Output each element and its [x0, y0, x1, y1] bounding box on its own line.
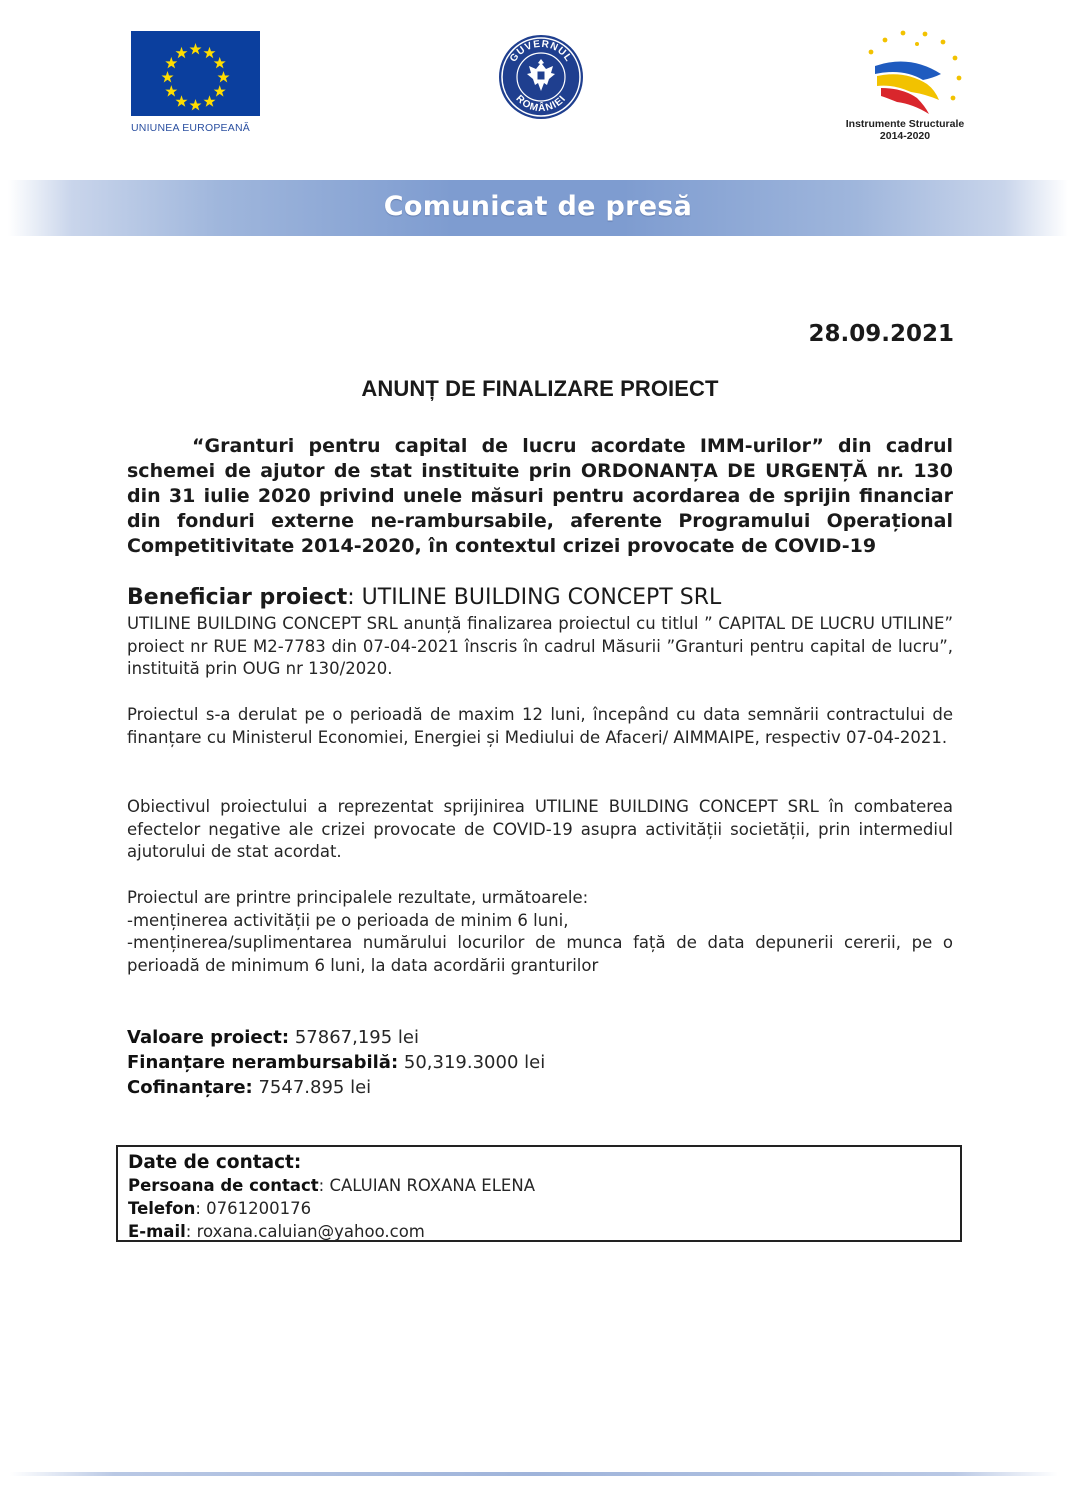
- paragraph-announcement: UTILINE BUILDING CONCEPT SRL anunță finalizarea proiectul cu titlul ” CAPITAL DE LUCRU UTILINE” proiect nr RUE M2-7783 din 07-04-2021 înscris în cadrul Măsurii ”Granturi pentru capital de lucru”, instituită prin OUG nr 130/2020.: [127, 614, 953, 678]
- government-seal-icon: [497, 33, 585, 121]
- government-of-romania-seal: [497, 33, 585, 121]
- result-item: -menținerea activității pe o perioada de minim 6 luni,: [127, 910, 569, 930]
- results-intro: Proiectul are printre principalele rezultate, următoarele:: [127, 888, 589, 907]
- cofinancing-amount: 7547.895 lei: [252, 1077, 372, 1098]
- paragraph-objective: Obiectivul proiectului a reprezentat sprijinirea UTILINE BUILDING CONCEPT SRL în combaterea efectelor negative ale crizei provocate de COVID-19 asupra activității societății, prin intermediul ajutorului de stat acordat.: [127, 797, 953, 861]
- instrumente-structurale-icon: [855, 28, 965, 118]
- page-title: ANUNȚ DE FINALIZARE PROIECT: [361, 376, 719, 401]
- eu-caption: UNIUNEA EUROPEANĂ: [131, 122, 250, 134]
- email-value: : roxana.caluian@yahoo.com: [185, 1222, 425, 1241]
- result-item: -menținerea/suplimentarea numărului locurilor de munca față de data depunerii cererii, pe o perioadă de minimum 6 luni, la data acordării granturilor: [127, 933, 953, 975]
- contact-box: [116, 1145, 962, 1242]
- phone-row: [128, 1197, 535, 1220]
- eu-logo: [131, 31, 261, 134]
- project-value-label: Valoare proiect:: [127, 1027, 290, 1048]
- beneficiary-label: Beneficiar proiect: [127, 585, 348, 610]
- grant-value-amount: 50,319.3000 lei: [398, 1052, 546, 1073]
- contact-person-label: Persoana de contact: [128, 1176, 319, 1195]
- footer-divider: [10, 1472, 1058, 1476]
- is-caption-line2: 2014-2020: [879, 130, 931, 142]
- is-caption-line1: Instrumente Structurale: [845, 118, 965, 130]
- cofinancing-label: Cofinanțare:: [127, 1077, 253, 1098]
- instrumente-structurale-logo: [835, 28, 975, 142]
- seal-text-bottom: ROMÂNIEI: [513, 93, 569, 115]
- contact-person-value: : CALUIAN ROXANA ELENA: [318, 1176, 535, 1195]
- eu-flag-icon: [131, 31, 260, 116]
- intro-paragraph: “Granturi pentru capital de lucru acordate IMM-urilor” din cadrul schemei de ajutor de stat instituite prin ORDONANȚA DE URGENȚĂ nr. 130 din 31 iulie 2020 privind unele măsuri pentru acordarea de sprijin financiar din fonduri externe ne-rambursabile, aferente Programului Operațional Competitivitate 2014-2020, în contextul crizei provocate de COVID-19: [127, 435, 953, 557]
- press-release-banner: [8, 180, 1068, 236]
- contact-person-row: [128, 1174, 535, 1197]
- release-date: 28.09.2021: [808, 321, 954, 347]
- project-values: [127, 1025, 545, 1100]
- banner-title: Comunicat de presă: [383, 191, 693, 222]
- project-value-row: [127, 1025, 545, 1050]
- grant-value-row: [127, 1050, 545, 1075]
- project-value-amount: 57867,195 lei: [289, 1027, 419, 1048]
- email-label: E-mail: [128, 1222, 186, 1241]
- contact-details: [128, 1151, 535, 1243]
- phone-value: : 0761200176: [195, 1199, 312, 1218]
- beneficiary-line: [127, 585, 721, 610]
- paragraph-duration: Proiectul s-a derulat pe o perioadă de maxim 12 luni, începând cu data semnării contractului de finanțare cu Ministerul Economiei, Energiei și Mediului de Afaceri/ AIMMAIPE, respectiv 07-04-2021.: [127, 705, 953, 747]
- paragraph-results: [127, 887, 953, 977]
- grant-value-label: Finanțare nerambursabilă:: [127, 1052, 399, 1073]
- contact-title: Date de contact:: [128, 1152, 302, 1173]
- phone-label: Telefon: [128, 1199, 196, 1218]
- email-row: [128, 1220, 535, 1243]
- cofinancing-row: [127, 1075, 545, 1100]
- seal-text-top: GUVERNUL: [508, 38, 575, 65]
- beneficiary-name: : UTILINE BUILDING CONCEPT SRL: [347, 585, 722, 610]
- instrumente-structurale-caption: [835, 118, 975, 142]
